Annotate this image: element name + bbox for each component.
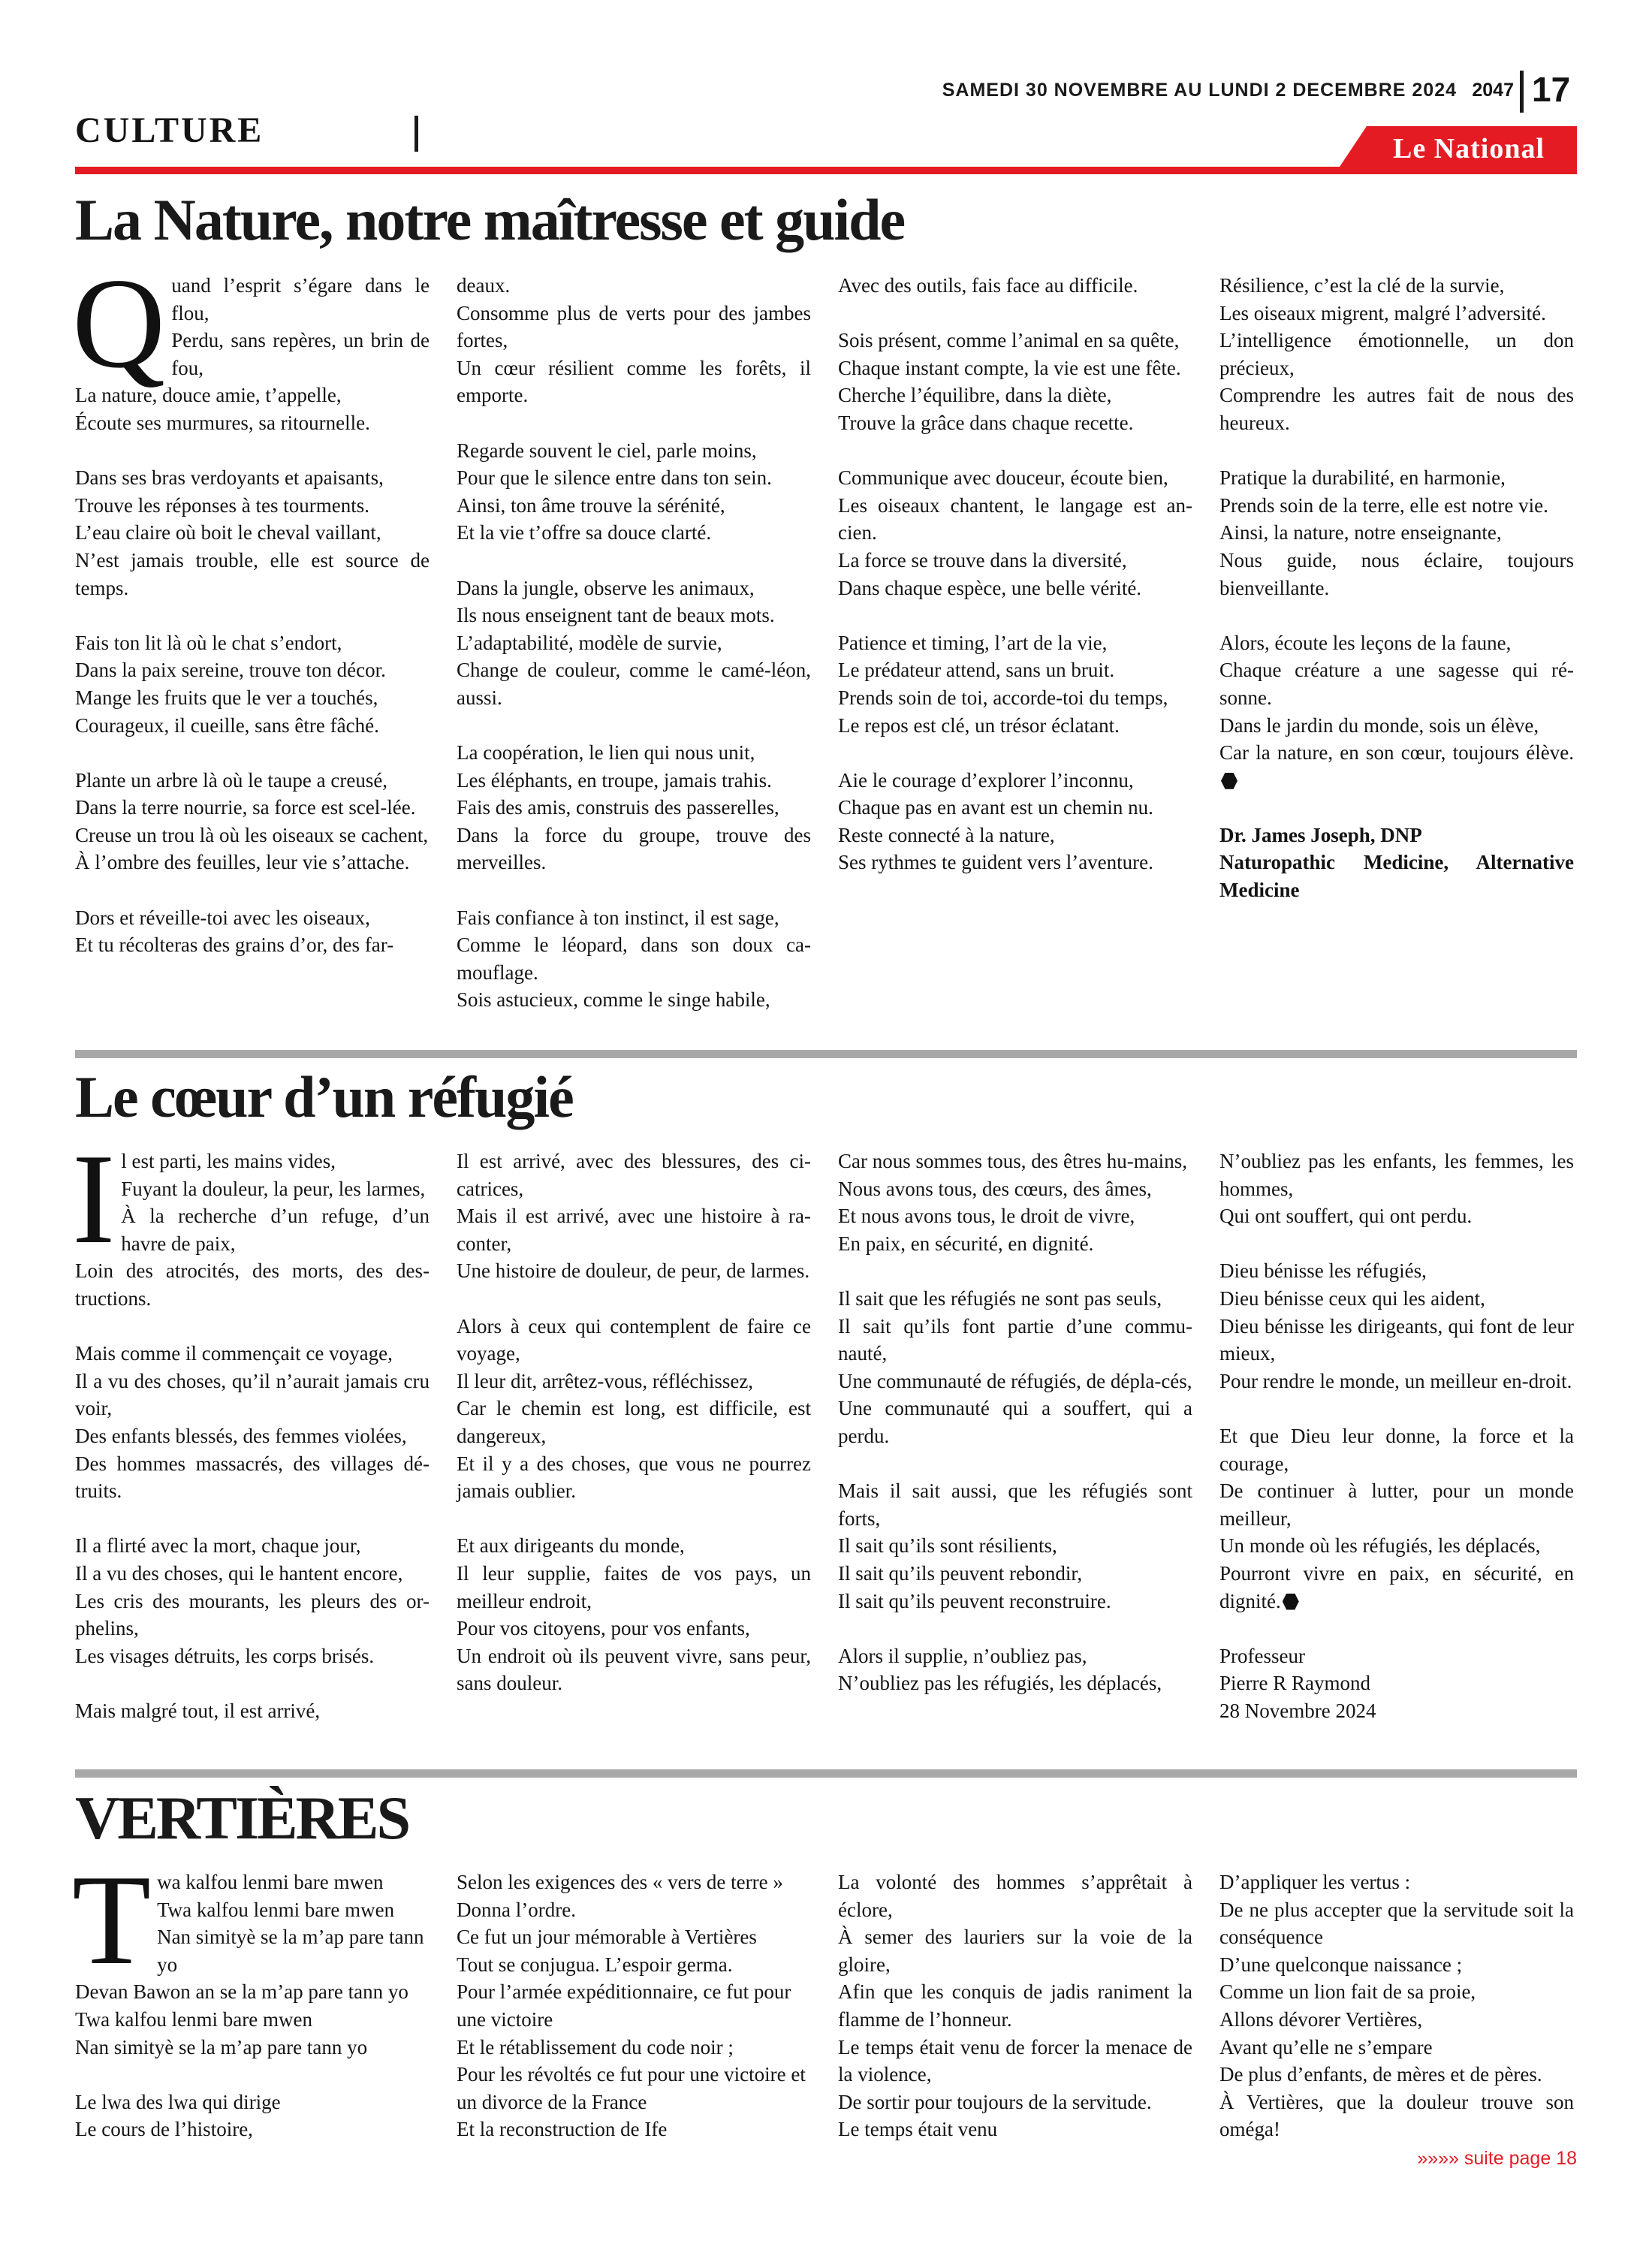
article-column [838,1148,1192,1697]
stanza: Le lwa des lwa qui dirige Le cours de l’histoire, [75,2090,281,2141]
stanza: l est parti, les mains vides, Fuyant la douleur, la peur, les larmes, À la recherche d’un refuge, d’un havre de paix, Loin des atrocités, des morts, des des-tructions. [75,1150,430,1310]
stanza: Mais comme il commençait ce voyage, Il a vu des choses, qu’il n’aurait jamais cru voir, Des enfants blessés, des femmes violées, Des hommes massacrés, des villages dé-truits. [75,1342,430,1503]
stanza: Il est arrivé, avec des blessures, des ci-catrices, Mais il est arrivé, avec une histoire à ra-conter, Une histoire de douleur, de peur, de larmes. [457,1150,811,1283]
stanza: N’oubliez pas les enfants, les femmes, les hommes, Qui ont souffert, qui ont perdu. [1219,1150,1574,1228]
article-column [838,1868,1192,2143]
end-mark-icon [1221,773,1237,789]
article-column [457,1868,811,2143]
stanza: D’appliquer les vertus : De ne plus accepter que la servitude soit la conséquence D’une quelconque naissance ; Comme un lion fait de sa proie, Allons dévorer Vertières, Avant qu’elle ne s’empare De plus d’enfants, de mères et de pères. À Vertières, que la douleur trouve son oméga! [1219,1871,1574,2141]
stanza: Dieu bénisse les réfugiés, Dieu bénisse ceux qui les aident, Dieu bénisse les dirigeants, qui font de leur mieux, Pour rendre le monde, un meilleur en-droit. [1219,1259,1574,1392]
stanza-text: Alors, écoute les leçons de la faune, Chaque créature a une sagesse qui ré-sonne. Dans le jardin du monde, sois un élève, Car la nature, en son cœur, toujours élève. [1219,631,1574,765]
article-column [72,1849,430,2143]
stanza: Dors et réveille-toi avec les oiseaux, Et tu récolteras des grains d’or, des far- [75,906,394,957]
stanza-final [1219,1422,1574,1615]
stanza: uand l’esprit s’égare dans le flou, Perdu, sans repères, un brin de fou, La nature, douce amie, t’appelle, Écoute ses murmures, sa ritournelle. [75,274,430,434]
article-column [1219,1868,1574,2143]
stanza: La volonté des hommes s’apprêtait à éclore, À semer des lauriers sur la voie de la gloire, Afin que les conquis de jadis raniment la flamme de l’honneur. Le temps était venu de forcer la menace de la violence, De sortir pour toujours de la servitude. Le temps était venu [838,1871,1192,2141]
article-divider [75,1769,1577,1778]
header-rule [75,167,1577,174]
article-column [1219,1148,1574,1724]
brand-name: Le National [1392,133,1545,164]
article-title: VERTIÈRES [75,1784,409,1852]
stanza: Fais ton lit là où le chat s’endort, Dans la paix sereine, trouve ton décor. Mange les fruits que le ver a touchés, Courageux, il cueille, sans être fâché. [75,631,386,737]
stanza: Car nous sommes tous, des êtres hu-mains, Nous avons tous, des cœurs, des âmes, Et nous avons tous, le droit de vivre, En paix, en sécurité, en dignité. [838,1150,1187,1255]
stanza: Résilience, c’est la clé de la survie, Les oiseaux migrent, malgré l’adversité. L’intelligence émotionnelle, un don précieux, Comprendre les autres fait de nous des heureux. [1219,274,1574,434]
stanza: Alors il supplie, n’oubliez pas, N’oubliez pas les réfugiés, les déplacés, [838,1644,1162,1695]
stanza: Fais confiance à ton instinct, il est sage, Comme le léopard, dans son doux ca-mouflage. Sois astucieux, comme le singe habile, [457,906,811,1012]
section-divider [415,116,418,152]
stanza: La coopération, le lien qui nous unit, Les éléphants, en troupe, jamais trahis. Fais des amis, construis des passerelles, Dans la force du groupe, trouve des merveilles. [457,741,811,874]
stanza: deaux. Consomme plus de verts pour des jambes fortes, Un cœur résilient comme les forêts, il emporte. [457,274,811,407]
page-number: 17 [1532,70,1571,109]
article-title: La Nature, notre maîtresse et guide [75,187,905,252]
article-column [1219,272,1574,904]
section-label: CULTURE [75,110,264,150]
stanza: Et aux dirigeants du monde, Il leur supplie, faites de vos pays, un meilleur endroit, Pour vos citoyens, pour vos enfants, Un endroit où ils peuvent vivre, sans peur, sans douleur. [457,1534,811,1695]
stanza: Il sait que les réfugiés ne sont pas seuls, Il sait qu’ils font partie d’une commu-nauté, Une communauté de réfugiés, de dépla-cés, Une communauté qui a souffert, qui a perdu. [838,1286,1192,1447]
stanza: Il a flirté avec la mort, chaque jour, Il a vu des choses, qui le hantent encore, Les cris des mourants, les pleurs des or-phelins, Les visages détruits, les corps brisés. [75,1534,430,1667]
drop-cap: T [72,1849,152,1992]
header-divider [1520,71,1524,113]
stanza: Communique avec douceur, écoute bien, Les oiseaux chantent, le langage est an-cien. La force se trouve dans la diversité, Dans chaque espèce, une belle vérité. [838,466,1192,599]
end-mark-icon [1283,1594,1299,1610]
byline: Professeur Pierre R Raymond 28 Novembre 2024 [1219,1644,1376,1722]
continued-link[interactable]: »»»» suite page 18 [1417,2148,1577,2169]
issue-date: SAMEDI 30 NOVEMBRE AU LUNDI 2 DECEMBRE 2024 [942,80,1457,101]
article-title: Le cœur d’un réfugié [75,1064,573,1130]
stanza: wa kalfou lenmi bare mwen Twa kalfou lenmi bare mwen Nan simityè se la m’ap pare tann yo Devan Bawon an se la m’ap pare tann yo Twa kalfou lenmi bare mwen Nan simityè se la m’ap pare tann yo [75,1871,424,2058]
article-column [838,272,1192,876]
article-column [457,272,811,1014]
stanza-final [1219,629,1574,795]
article-column [457,1148,811,1697]
stanza: Avec des outils, fais face au difficile. [838,274,1138,297]
stanza: Plante un arbre là où le taupe a creusé, Dans la terre nourrie, sa force est scel-lée. Creuse un trou là où les oiseaux se cachent, À l’ombre des feuilles, leur vie s’attache. [75,768,429,874]
article-column [72,1128,430,1724]
drop-cap: I [72,1128,116,1271]
stanza: Pratique la durabilité, en harmonie, Prends soin de la terre, elle est notre vie. Ainsi, la nature, notre enseignante, Nous guide, nous éclaire, toujours bienveillante. [1219,466,1574,599]
stanza: Mais malgré tout, il est arrivé, [75,1699,321,1722]
drop-cap: Q [72,252,166,395]
stanza: Sois présent, comme l’animal en sa quête, Chaque instant compte, la vie est une fête. Cherche l’équilibre, dans la diète, Trouve la grâce dans chaque recette. [838,329,1181,434]
stanza: Dans ses bras verdoyants et apaisants, Trouve les réponses à tes tourments. L’eau claire où boit le cheval vaillant, N’est jamais trouble, elle est source de temps. [75,466,430,599]
article-column [72,252,430,959]
stanza: Dans la jungle, observe les animaux, Ils nous enseignent tant de beaux mots. L’adaptabilité, modèle de survie, Change de couleur, comme le camé-léon, aussi. [457,576,811,709]
stanza: Mais il sait aussi, que les réfugiés sont forts, Il sait qu’ils sont résilients, Il sait qu’ils peuvent rebondir, Il sait qu’ils peuvent reconstruire. [838,1479,1192,1612]
byline: Dr. James Joseph, DNP Naturopathic Medicine, Alternative Medicine [1219,823,1574,902]
stanza: Selon les exigences des « vers de terre » Donna l’ordre. Ce fut un jour mémorable à Vertières Tout se conjugua. L’espoir germa. Pour l’armée expéditionnaire, ce fut pour une victoire Et le rétablissement du code noir ; Pour les révoltés ce fut pour une victoire et un divorce de la France Et la reconstruction de Ife [457,1871,806,2141]
stanza: Alors à ceux qui contemplent de faire ce voyage, Il leur dit, arrêtez-vous, réfléchissez, Car le chemin est long, est difficile, est dangereux, Et il y a des choses, que vous ne pourrez jamais oublier. [457,1314,811,1503]
issue-number: 2047 [1472,80,1514,101]
stanza-text: Et que Dieu leur donne, la force et la courage, De continuer à lutter, pour un monde meilleur, Un monde où les réfugiés, les déplacés, Pourront vivre en paix, en sécurité, en dignité. [1219,1424,1574,1612]
article-divider [75,1050,1577,1058]
stanza: Aie le courage d’explorer l’inconnu, Chaque pas en avant est un chemin nu. Reste connecté à la nature, Ses rythmes te guident vers l’aventure. [838,768,1153,874]
stanza: Regarde souvent le ciel, parle moins, Pour que le silence entre dans ton sein. Ainsi, ton âme trouve la sérénité, Et la vie t’offre sa douce clarté. [457,439,772,544]
stanza: Patience et timing, l’art de la vie, Le prédateur attend, sans un bruit. Prends soin de toi, accorde-toi du temps, Le repos est clé, un trésor éclatant. [838,631,1168,737]
